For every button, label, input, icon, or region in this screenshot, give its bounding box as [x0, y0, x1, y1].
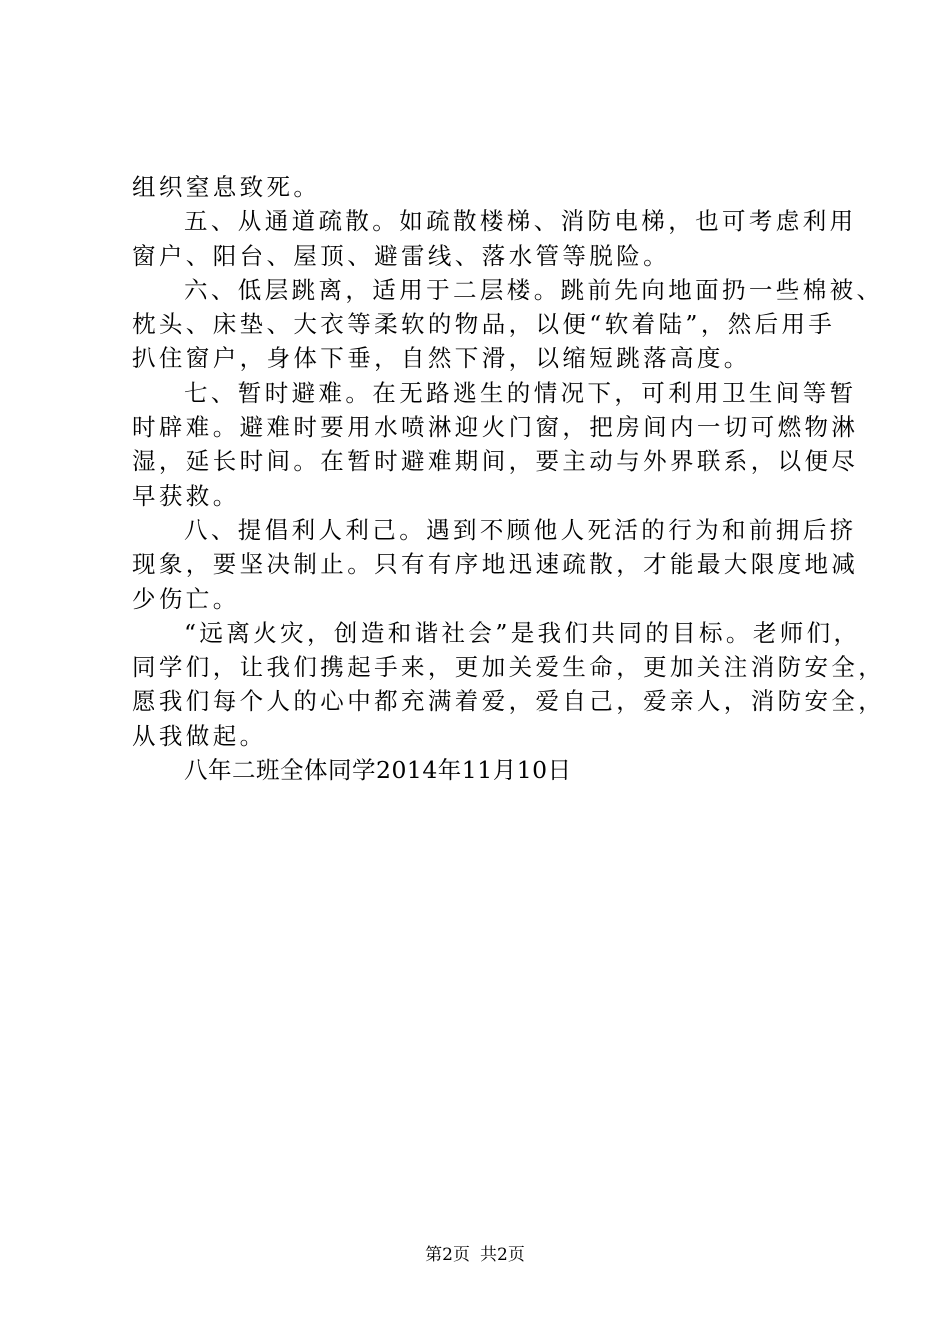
paragraph-temporary-refuge: 七、暂时避难。在无路逃生的情况下，可利用卫生间等暂	[184, 378, 857, 407]
text-line: 湿，延长时间。在暂时避难期间，要主动与外界联系，以便尽	[132, 447, 859, 476]
text-line: 扒住窗户，身体下垂，自然下滑，以缩短跳落高度。	[132, 344, 751, 373]
text-line: 愿我们每个人的心中都充满着爱，爱自己，爱亲人，消防安全，	[132, 687, 886, 716]
text-line: 从我做起。	[132, 721, 267, 750]
paragraph-help-others: 八、提倡利人利己。遇到不顾他人死活的行为和前拥后挤	[184, 515, 857, 544]
text-line: 枕头、床垫、大衣等柔软的物品，以便“软着陆”，然后用手	[132, 310, 836, 339]
text-line: 时辟难。避难时要用水喷淋迎火门窗，把房间内一切可燃物淋	[132, 413, 859, 442]
text-line: 同学们，让我们携起手来，更加关爱生命，更加关注消防安全，	[132, 653, 886, 682]
signature-and-date: 八年二班全体同学2014年11月10日	[184, 756, 572, 785]
text-line: 早获救。	[132, 481, 240, 510]
paragraph-closing: “远离火灾，创造和谐社会”是我们共同的目标。老师们，	[184, 618, 861, 647]
document-body	[132, 170, 886, 787]
page-number: 第2页	[425, 1245, 470, 1265]
page-total: 共2页	[480, 1245, 525, 1265]
text-line: 现象，要坚决制止。只有有序地迅速疏散，才能最大限度地减	[132, 550, 859, 579]
paragraph-jump-from-low-floor: 六、低层跳离，适用于二层楼。跳前先向地面扔一些棉被、	[184, 275, 884, 304]
paragraph-evacuate-via-passage: 五、从通道疏散。如疏散楼梯、消防电梯，也可考虑利用	[184, 207, 857, 236]
text-line: 窗户、阳台、屋顶、避雷线、落水管等脱险。	[132, 241, 670, 270]
text-line: 少伤亡。	[132, 584, 240, 613]
text-line: 组织窒息致死。	[132, 173, 321, 201]
page-footer	[0, 1244, 950, 1266]
